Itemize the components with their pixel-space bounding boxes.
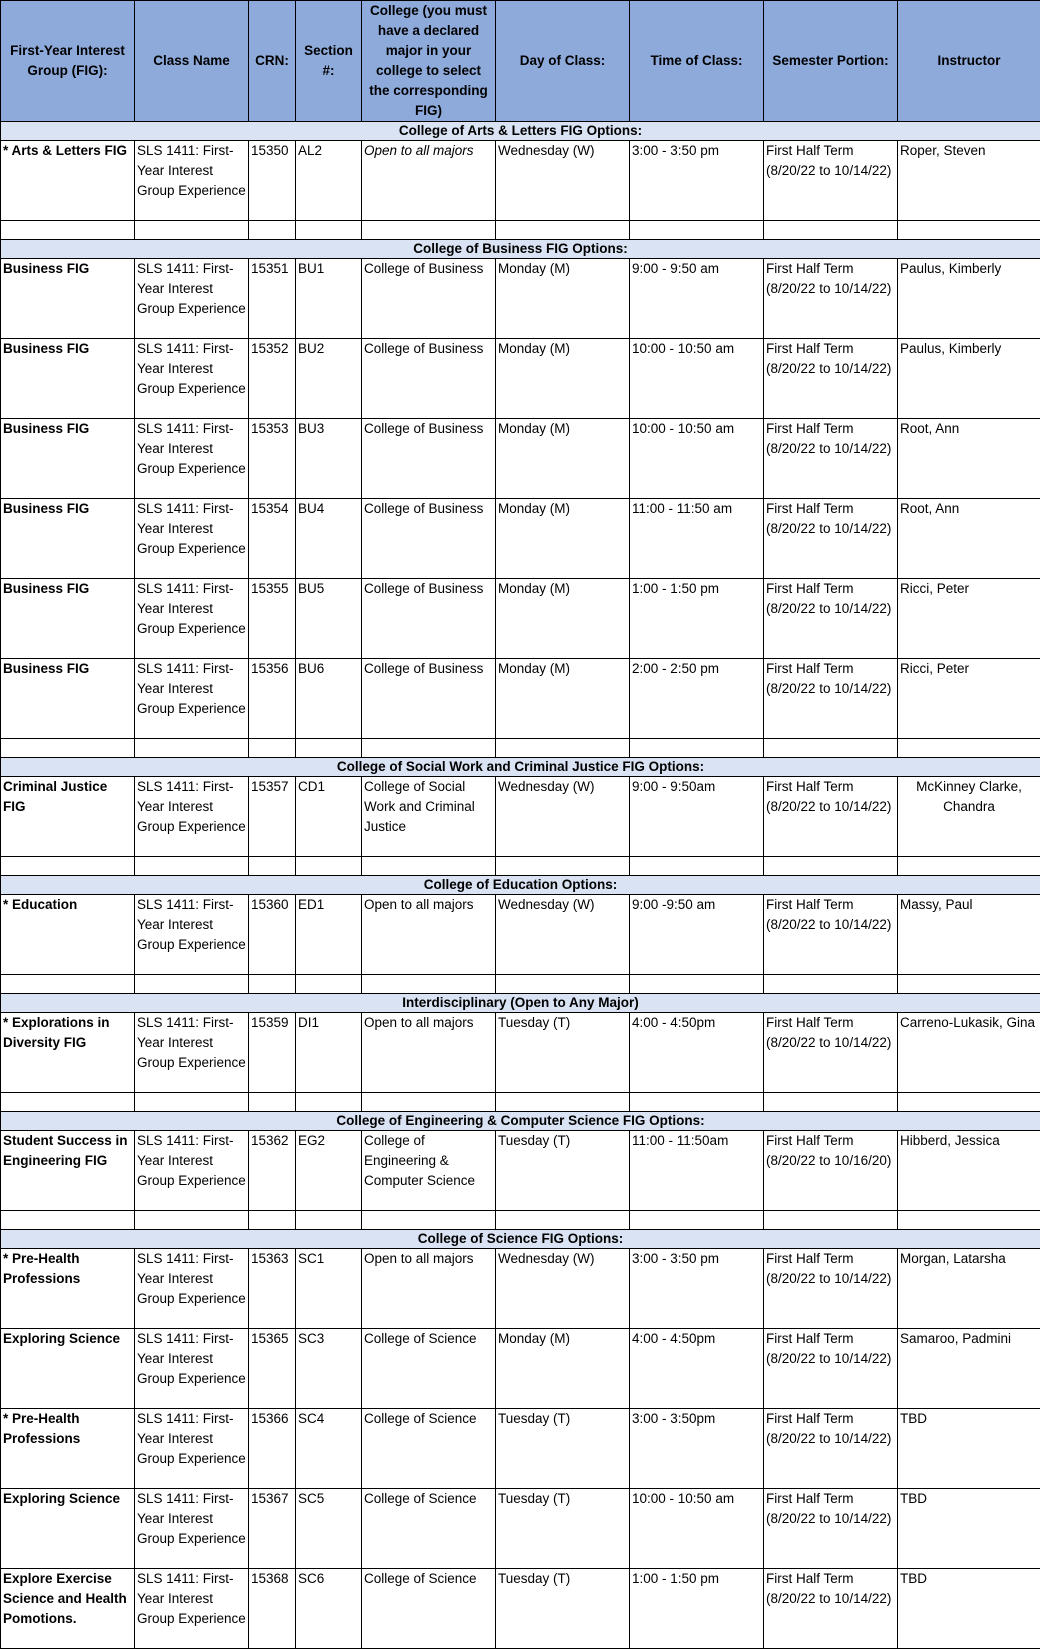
instructor-cell: Root, Ann: [898, 419, 1040, 499]
college-cell: Open to all majors: [362, 1249, 496, 1329]
fig-cell: Business FIG: [1, 579, 135, 659]
instructor-cell: Paulus, Kimberly: [898, 339, 1040, 419]
table-row: [1, 1013, 1040, 1093]
empty-cell: [496, 975, 630, 994]
empty-cell: [1, 857, 135, 876]
section-number-cell: BU3: [296, 419, 362, 499]
section-heading: College of Science FIG Options:: [1, 1230, 1040, 1249]
day-cell: Monday (M): [496, 419, 630, 499]
col-header-instructor: Instructor: [898, 1, 1040, 122]
spacer-row: [1, 857, 1040, 876]
table-row: [1, 659, 1040, 739]
empty-cell: [1, 1093, 135, 1112]
semester-portion-cell: First Half Term (8/20/22 to 10/14/22): [764, 1489, 898, 1569]
time-cell: 3:00 - 3:50 pm: [630, 141, 764, 221]
fig-cell: Exploring Science: [1, 1329, 135, 1409]
crn-cell: 15366: [249, 1409, 296, 1489]
class-name-cell: SLS 1411: First-Year Interest Group Experience: [135, 579, 249, 659]
instructor-cell: Ricci, Peter: [898, 579, 1040, 659]
semester-portion-cell: First Half Term (8/20/22 to 10/14/22): [764, 339, 898, 419]
section-header-row: [1, 240, 1040, 259]
instructor-cell: Ricci, Peter: [898, 659, 1040, 739]
empty-cell: [249, 1093, 296, 1112]
section-number-cell: AL2: [296, 141, 362, 221]
class-name-cell: SLS 1411: First-Year Interest Group Experience: [135, 777, 249, 857]
empty-cell: [1, 739, 135, 758]
empty-cell: [630, 1211, 764, 1230]
crn-cell: 15357: [249, 777, 296, 857]
section-header-row: [1, 994, 1040, 1013]
empty-cell: [362, 739, 496, 758]
section-heading: College of Business FIG Options:: [1, 240, 1040, 259]
time-cell: 10:00 - 10:50 am: [630, 1489, 764, 1569]
college-cell: Open to all majors: [362, 895, 496, 975]
time-cell: 9:00 - 9:50 am: [630, 259, 764, 339]
semester-portion-cell: First Half Term (8/20/22 to 10/14/22): [764, 499, 898, 579]
class-name-cell: SLS 1411: First-Year Interest Group Experience: [135, 1329, 249, 1409]
time-cell: 9:00 - 9:50am: [630, 777, 764, 857]
semester-portion-cell: First Half Term (8/20/22 to 10/14/22): [764, 419, 898, 499]
table-row: [1, 1409, 1040, 1489]
section-header-row: [1, 122, 1040, 141]
fig-cell: * Education: [1, 895, 135, 975]
crn-cell: 15359: [249, 1013, 296, 1093]
crn-cell: 15350: [249, 141, 296, 221]
instructor-cell: TBD: [898, 1489, 1040, 1569]
col-header-college: College (you must have a declared major in your college to select the corresponding FIG): [362, 1, 496, 122]
semester-portion-cell: First Half Term (8/20/22 to 10/14/22): [764, 579, 898, 659]
college-cell: College of Engineering & Computer Science: [362, 1131, 496, 1211]
day-cell: Monday (M): [496, 259, 630, 339]
time-cell: 4:00 - 4:50pm: [630, 1329, 764, 1409]
semester-portion-cell: First Half Term (8/20/22 to 10/14/22): [764, 895, 898, 975]
semester-portion-cell: First Half Term (8/20/22 to 10/14/22): [764, 1409, 898, 1489]
semester-portion-cell: First Half Term (8/20/22 to 10/14/22): [764, 777, 898, 857]
semester-portion-cell: First Half Term (8/20/22 to 10/14/22): [764, 1329, 898, 1409]
instructor-cell: Samaroo, Padmini: [898, 1329, 1040, 1409]
time-cell: 4:00 - 4:50pm: [630, 1013, 764, 1093]
class-name-cell: SLS 1411: First-Year Interest Group Experience: [135, 499, 249, 579]
instructor-cell: TBD: [898, 1409, 1040, 1489]
table-row: [1, 1249, 1040, 1329]
empty-cell: [630, 1093, 764, 1112]
table-row: [1, 895, 1040, 975]
day-cell: Monday (M): [496, 659, 630, 739]
semester-portion-cell: First Half Term (8/20/22 to 10/16/20): [764, 1131, 898, 1211]
spacer-row: [1, 739, 1040, 758]
table-row: [1, 339, 1040, 419]
time-cell: 2:00 - 2:50 pm: [630, 659, 764, 739]
crn-cell: 15352: [249, 339, 296, 419]
empty-cell: [362, 1093, 496, 1112]
empty-cell: [898, 739, 1040, 758]
col-header-semester-portion: Semester Portion:: [764, 1, 898, 122]
col-header-time: Time of Class:: [630, 1, 764, 122]
fig-cell: Exploring Science: [1, 1489, 135, 1569]
empty-cell: [249, 739, 296, 758]
empty-cell: [1, 975, 135, 994]
empty-cell: [1, 221, 135, 240]
class-name-cell: SLS 1411: First-Year Interest Group Experience: [135, 1249, 249, 1329]
empty-cell: [764, 857, 898, 876]
crn-cell: 15365: [249, 1329, 296, 1409]
time-cell: 3:00 - 3:50 pm: [630, 1249, 764, 1329]
class-name-cell: SLS 1411: First-Year Interest Group Experience: [135, 1131, 249, 1211]
time-cell: 11:00 - 11:50am: [630, 1131, 764, 1211]
time-cell: 10:00 - 10:50 am: [630, 339, 764, 419]
empty-cell: [249, 975, 296, 994]
time-cell: 10:00 - 10:50 am: [630, 419, 764, 499]
col-header-section: Section #:: [296, 1, 362, 122]
class-name-cell: SLS 1411: First-Year Interest Group Experience: [135, 1569, 249, 1649]
fig-cell: Explore Exercise Science and Health Pomotions.: [1, 1569, 135, 1649]
empty-cell: [630, 857, 764, 876]
instructor-cell: Root, Ann: [898, 499, 1040, 579]
crn-cell: 15360: [249, 895, 296, 975]
empty-cell: [764, 975, 898, 994]
section-number-cell: ED1: [296, 895, 362, 975]
section-number-cell: DI1: [296, 1013, 362, 1093]
table-row: [1, 1569, 1040, 1649]
day-cell: Wednesday (W): [496, 777, 630, 857]
day-cell: Monday (M): [496, 1329, 630, 1409]
empty-cell: [496, 1093, 630, 1112]
class-name-cell: SLS 1411: First-Year Interest Group Experience: [135, 419, 249, 499]
section-number-cell: SC6: [296, 1569, 362, 1649]
empty-cell: [764, 739, 898, 758]
instructor-cell: Morgan, Latarsha: [898, 1249, 1040, 1329]
empty-cell: [630, 221, 764, 240]
fig-cell: Business FIG: [1, 659, 135, 739]
empty-cell: [764, 221, 898, 240]
spacer-row: [1, 221, 1040, 240]
section-number-cell: BU2: [296, 339, 362, 419]
day-cell: Wednesday (W): [496, 141, 630, 221]
empty-cell: [296, 739, 362, 758]
semester-portion-cell: First Half Term (8/20/22 to 10/14/22): [764, 141, 898, 221]
semester-portion-cell: First Half Term (8/20/22 to 10/14/22): [764, 659, 898, 739]
fig-cell: Business FIG: [1, 499, 135, 579]
spacer-row: [1, 1211, 1040, 1230]
instructor-cell: Massy, Paul: [898, 895, 1040, 975]
day-cell: Wednesday (W): [496, 1249, 630, 1329]
table-body: [1, 122, 1040, 1649]
table-row: [1, 499, 1040, 579]
section-header-row: [1, 1112, 1040, 1131]
empty-cell: [249, 857, 296, 876]
class-name-cell: SLS 1411: First-Year Interest Group Experience: [135, 1489, 249, 1569]
fig-cell: Business FIG: [1, 339, 135, 419]
college-cell: College of Business: [362, 579, 496, 659]
instructor-cell: Carreno-Lukasik, Gina: [898, 1013, 1040, 1093]
section-number-cell: BU1: [296, 259, 362, 339]
section-header-row: [1, 876, 1040, 895]
fig-cell: * Pre-Health Professions: [1, 1249, 135, 1329]
empty-cell: [296, 1211, 362, 1230]
college-cell: College of Science: [362, 1489, 496, 1569]
college-cell: College of Business: [362, 419, 496, 499]
college-cell: Open to all majors: [362, 141, 496, 221]
semester-portion-cell: First Half Term (8/20/22 to 10/14/22): [764, 1569, 898, 1649]
empty-cell: [496, 221, 630, 240]
day-cell: Tuesday (T): [496, 1569, 630, 1649]
section-heading: Interdisciplinary (Open to Any Major): [1, 994, 1040, 1013]
semester-portion-cell: First Half Term (8/20/22 to 10/14/22): [764, 1013, 898, 1093]
crn-cell: 15354: [249, 499, 296, 579]
day-cell: Wednesday (W): [496, 895, 630, 975]
section-header-row: [1, 758, 1040, 777]
section-number-cell: BU4: [296, 499, 362, 579]
class-name-cell: SLS 1411: First-Year Interest Group Experience: [135, 339, 249, 419]
college-cell: College of Business: [362, 339, 496, 419]
empty-cell: [362, 975, 496, 994]
crn-cell: 15367: [249, 1489, 296, 1569]
crn-cell: 15353: [249, 419, 296, 499]
time-cell: 1:00 - 1:50 pm: [630, 1569, 764, 1649]
empty-cell: [135, 975, 249, 994]
empty-cell: [898, 975, 1040, 994]
col-header-crn: CRN:: [249, 1, 296, 122]
crn-cell: 15355: [249, 579, 296, 659]
crn-cell: 15356: [249, 659, 296, 739]
empty-cell: [630, 739, 764, 758]
semester-portion-cell: First Half Term (8/20/22 to 10/14/22): [764, 1249, 898, 1329]
college-cell: College of Business: [362, 499, 496, 579]
fig-cell: Business FIG: [1, 259, 135, 339]
empty-cell: [496, 857, 630, 876]
semester-portion-cell: First Half Term (8/20/22 to 10/14/22): [764, 259, 898, 339]
fig-cell: * Arts & Letters FIG: [1, 141, 135, 221]
table-row: [1, 777, 1040, 857]
empty-cell: [764, 1093, 898, 1112]
college-cell: College of Social Work and Criminal Justice: [362, 777, 496, 857]
empty-cell: [496, 739, 630, 758]
time-cell: 3:00 - 3:50pm: [630, 1409, 764, 1489]
section-heading: College of Social Work and Criminal Justice FIG Options:: [1, 758, 1040, 777]
college-cell: College of Science: [362, 1409, 496, 1489]
table-row: [1, 259, 1040, 339]
empty-cell: [135, 1211, 249, 1230]
crn-cell: 15351: [249, 259, 296, 339]
day-cell: Monday (M): [496, 339, 630, 419]
table-row: [1, 419, 1040, 499]
empty-cell: [135, 857, 249, 876]
empty-cell: [898, 1211, 1040, 1230]
crn-cell: 15362: [249, 1131, 296, 1211]
empty-cell: [898, 857, 1040, 876]
section-number-cell: SC3: [296, 1329, 362, 1409]
day-cell: Tuesday (T): [496, 1013, 630, 1093]
time-cell: 11:00 - 11:50 am: [630, 499, 764, 579]
section-number-cell: SC5: [296, 1489, 362, 1569]
empty-cell: [1, 1211, 135, 1230]
time-cell: 1:00 - 1:50 pm: [630, 579, 764, 659]
fig-cell: Business FIG: [1, 419, 135, 499]
section-header-row: [1, 1230, 1040, 1249]
time-cell: 9:00 -9:50 am: [630, 895, 764, 975]
instructor-cell: Paulus, Kimberly: [898, 259, 1040, 339]
empty-cell: [296, 975, 362, 994]
section-heading: College of Education Options:: [1, 876, 1040, 895]
empty-cell: [249, 1211, 296, 1230]
college-cell: College of Science: [362, 1329, 496, 1409]
section-number-cell: SC4: [296, 1409, 362, 1489]
empty-cell: [362, 221, 496, 240]
college-cell: Open to all majors: [362, 1013, 496, 1093]
empty-cell: [296, 1093, 362, 1112]
empty-cell: [362, 857, 496, 876]
fig-cell: Student Success in Engineering FIG: [1, 1131, 135, 1211]
crn-cell: 15363: [249, 1249, 296, 1329]
section-number-cell: SC1: [296, 1249, 362, 1329]
spacer-row: [1, 1093, 1040, 1112]
class-name-cell: SLS 1411: First-Year Interest Group Experience: [135, 659, 249, 739]
empty-cell: [249, 221, 296, 240]
empty-cell: [135, 221, 249, 240]
empty-cell: [630, 975, 764, 994]
fig-cell: Criminal Justice FIG: [1, 777, 135, 857]
class-name-cell: SLS 1411: First-Year Interest Group Experience: [135, 141, 249, 221]
table-header: [1, 1, 1040, 122]
empty-cell: [898, 221, 1040, 240]
day-cell: Tuesday (T): [496, 1131, 630, 1211]
class-name-cell: SLS 1411: First-Year Interest Group Experience: [135, 1409, 249, 1489]
day-cell: Tuesday (T): [496, 1409, 630, 1489]
empty-cell: [135, 1093, 249, 1112]
table-row: [1, 579, 1040, 659]
section-number-cell: BU6: [296, 659, 362, 739]
col-header-class-name: Class Name: [135, 1, 249, 122]
section-number-cell: CD1: [296, 777, 362, 857]
empty-cell: [362, 1211, 496, 1230]
college-cell: College of Science: [362, 1569, 496, 1649]
class-name-cell: SLS 1411: First-Year Interest Group Experience: [135, 895, 249, 975]
instructor-cell: Roper, Steven: [898, 141, 1040, 221]
table-row: [1, 1329, 1040, 1409]
spacer-row: [1, 975, 1040, 994]
day-cell: Monday (M): [496, 579, 630, 659]
section-heading: College of Engineering & Computer Science FIG Options:: [1, 1112, 1040, 1131]
table-row: [1, 141, 1040, 221]
class-name-cell: SLS 1411: First-Year Interest Group Experience: [135, 1013, 249, 1093]
day-cell: Tuesday (T): [496, 1489, 630, 1569]
empty-cell: [296, 221, 362, 240]
instructor-cell: Hibberd, Jessica: [898, 1131, 1040, 1211]
class-name-cell: SLS 1411: First-Year Interest Group Experience: [135, 259, 249, 339]
empty-cell: [898, 1093, 1040, 1112]
table-row: [1, 1131, 1040, 1211]
empty-cell: [296, 857, 362, 876]
section-number-cell: BU5: [296, 579, 362, 659]
col-header-day: Day of Class:: [496, 1, 630, 122]
empty-cell: [496, 1211, 630, 1230]
instructor-cell: McKinney Clarke, Chandra: [898, 777, 1040, 857]
col-header-fig: First-Year Interest Group (FIG):: [1, 1, 135, 122]
college-cell: College of Business: [362, 659, 496, 739]
table-row: [1, 1489, 1040, 1569]
empty-cell: [764, 1211, 898, 1230]
header-row: [1, 1, 1040, 122]
empty-cell: [135, 739, 249, 758]
instructor-cell: TBD: [898, 1569, 1040, 1649]
section-heading: College of Arts & Letters FIG Options:: [1, 122, 1040, 141]
section-number-cell: EG2: [296, 1131, 362, 1211]
fig-cell: * Pre-Health Professions: [1, 1409, 135, 1489]
college-cell: College of Business: [362, 259, 496, 339]
crn-cell: 15368: [249, 1569, 296, 1649]
fig-cell: * Explorations in Diversity FIG: [1, 1013, 135, 1093]
day-cell: Monday (M): [496, 499, 630, 579]
